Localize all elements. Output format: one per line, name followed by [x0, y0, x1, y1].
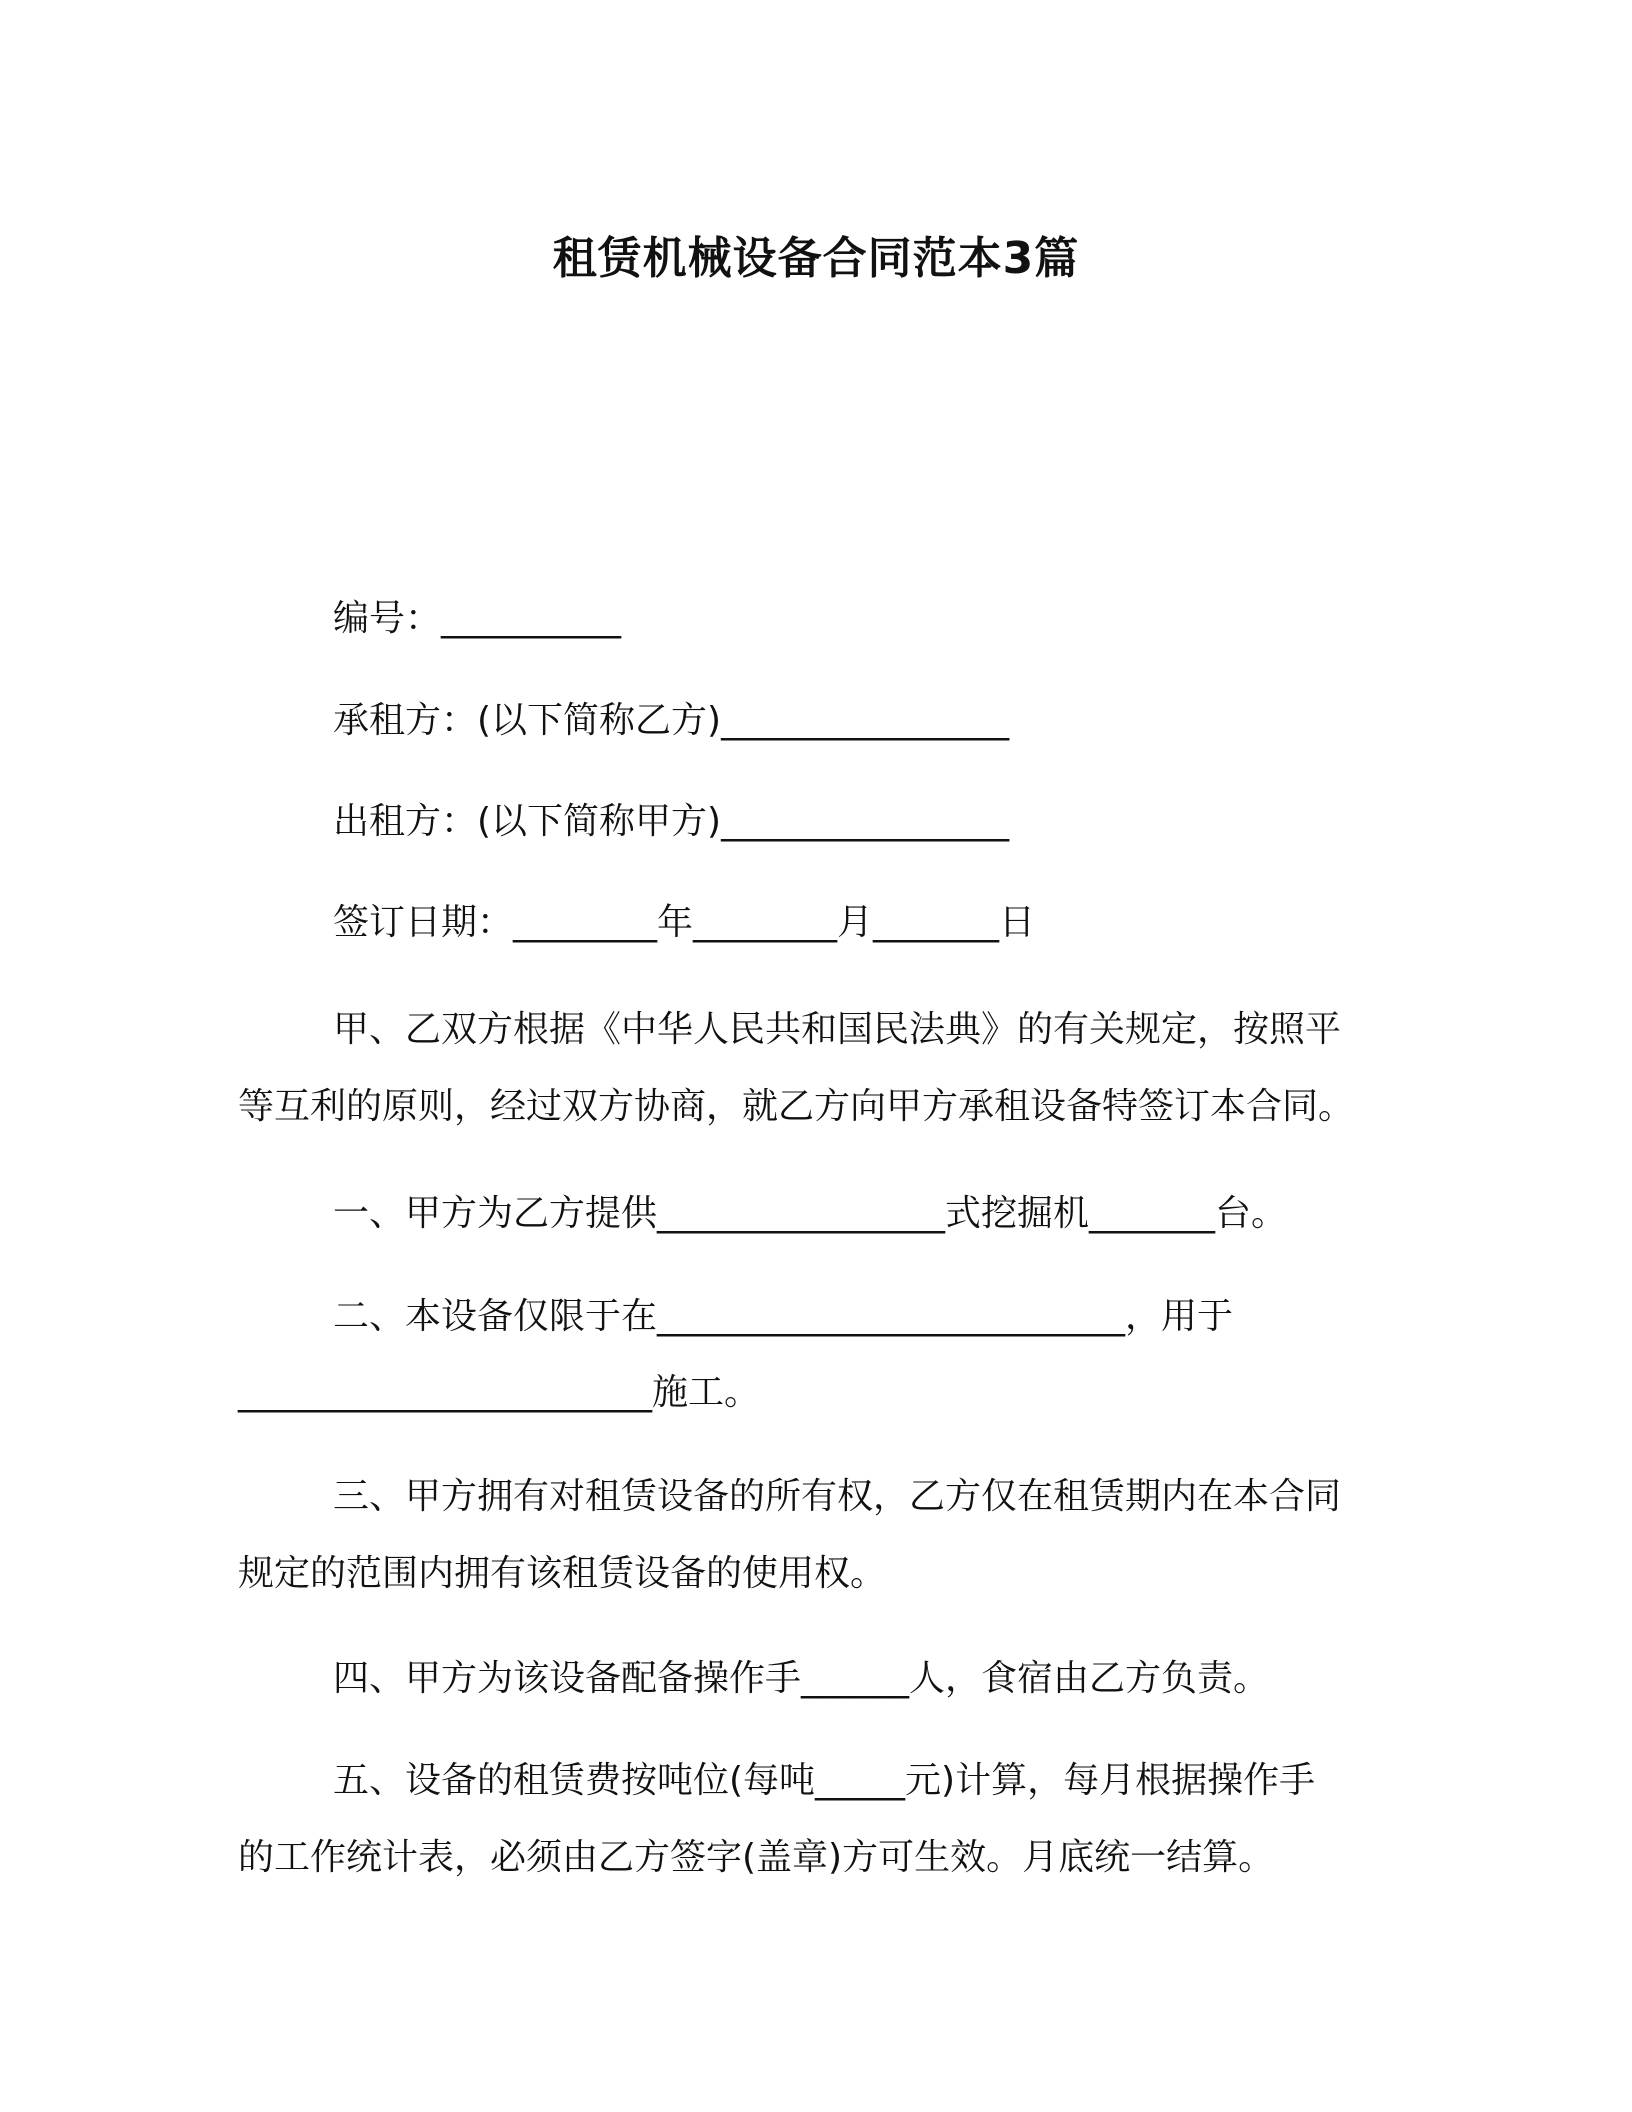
clause-5-line-1: 五、设备的租赁费按吨位(每吨_____元)计算，每月根据操作手: [333, 1760, 1316, 1801]
clause-3-line-1: 三、甲方拥有对租赁设备的所有权，乙方仅在租赁期内在本合同: [333, 1476, 1342, 1517]
lessor-line: 出租方：(以下简称甲方)________________: [333, 801, 1010, 842]
clause-5-line-2: 的工作统计表，必须由乙方签字(盖章)方可生效。月底统一结算。: [238, 1837, 1275, 1878]
clause-4-line: 四、甲方为该设备配备操作手______人，食宿由乙方负责。: [333, 1658, 1270, 1699]
clause-2-line-1: 二、本设备仅限于在__________________________，用于: [333, 1296, 1234, 1337]
document-title: 租赁机械设备合同范本3篇: [552, 233, 1080, 284]
clause-3-line-2: 规定的范围内拥有该租赁设备的使用权。: [238, 1553, 887, 1594]
preamble-line-2: 等互利的原则，经过双方协商，就乙方向甲方承租设备特签订本合同。: [238, 1086, 1355, 1127]
clause-2-line-2: _______________________施工。: [238, 1372, 761, 1413]
contract-number-line: 编号：__________: [333, 598, 622, 639]
lessee-line: 承租方：(以下简称乙方)________________: [333, 700, 1010, 741]
preamble-line-1: 甲、乙双方根据《中华人民共和国民法典》的有关规定，按照平: [333, 1009, 1342, 1050]
clause-1-line: 一、甲方为乙方提供________________式挖掘机_______台。: [333, 1193, 1288, 1234]
signing-date-line: 签订日期：________年________月_______日: [333, 902, 1036, 943]
